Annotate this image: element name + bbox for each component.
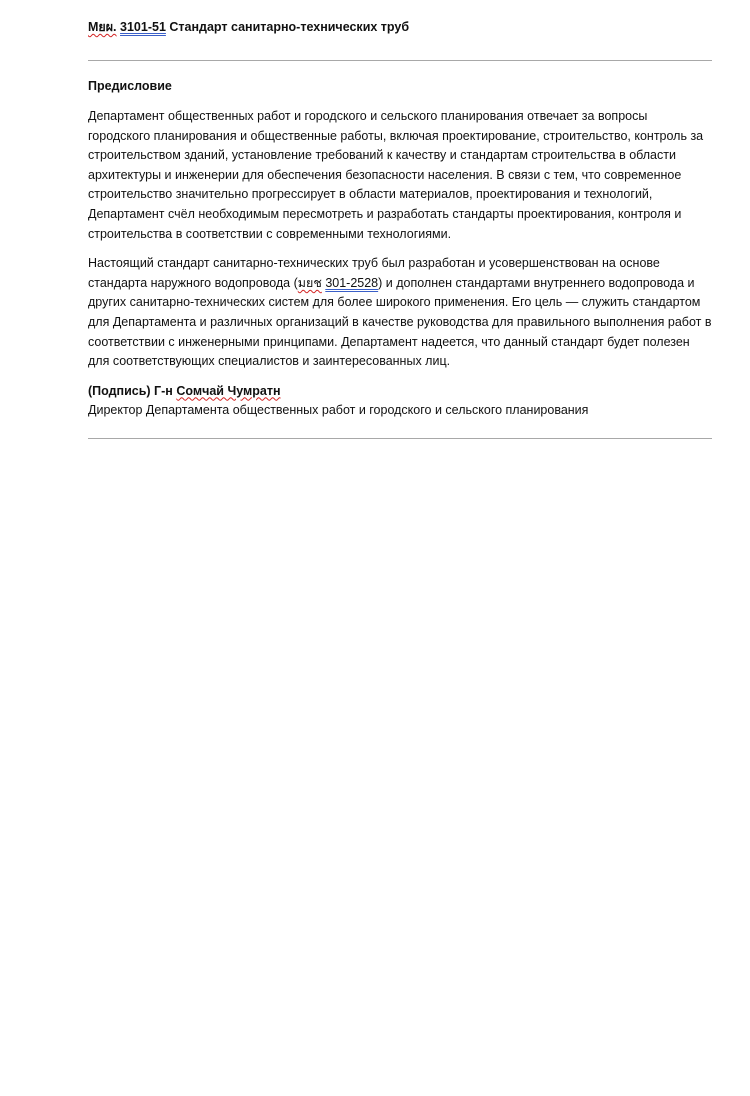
document-header: [88, 18, 712, 36]
preface-paragraph-1: Департамент общественных работ и городского и сельского планирования отвечает за вопросы городского планирования и общественные работы, включая проектирование, строительство, контроль за строительством зданий, установление требований к качеству и стандартам строительства в области архитектуры и инженерии для обеспечения безопасности населения. В связи с тем, что современное строительство значительно прогрессирует в области материалов, проектирования и технологий, Департамент счёл необходимым пересмотреть и разработать стандарты проектирования, контроля и строительства в соответствии с современными технологиями.: [88, 109, 704, 241]
footer-divider: [88, 438, 712, 439]
reference-standard-number: 301-2528: [325, 275, 379, 290]
preface-paragraph-2: [88, 254, 712, 372]
document-title: Стандарт санитарно-технических труб: [169, 20, 410, 34]
reference-standard-prefix: มยช: [297, 275, 322, 290]
signature-prefix: (Подпись) Г-н: [88, 383, 177, 398]
signatory-name: Сомчай Чумратн: [176, 383, 281, 398]
paragraph-2-text-start: Настоящий стандарт санитарно-технических труб был разработан и усовершенствован на основе стандарта наружного водопровода (: [88, 256, 660, 290]
header-divider: [88, 60, 712, 61]
standard-code-number: 3101-51: [120, 20, 166, 34]
signature-line: [88, 382, 712, 401]
standard-code-prefix: Мยผ.: [88, 20, 117, 34]
document-page: [88, 0, 712, 439]
signatory-role: Директор Департамента общественных работ и городского и сельского планирования: [88, 402, 589, 417]
preface-heading: Предисловие: [88, 79, 172, 93]
paragraph-2-text-end: ) и дополнен стандартами внутреннего водопровода и других санитарно-технических систем для более широкого применения. Его цель — служить стандартом для Департамента и различных организаций в качестве руководства для правильного выполнения работ в соответствии с инженерными принципами. Департамент надеется, что данный стандарт будет полезен для соответствующих специалистов и заинтересованных лиц.: [88, 275, 712, 369]
